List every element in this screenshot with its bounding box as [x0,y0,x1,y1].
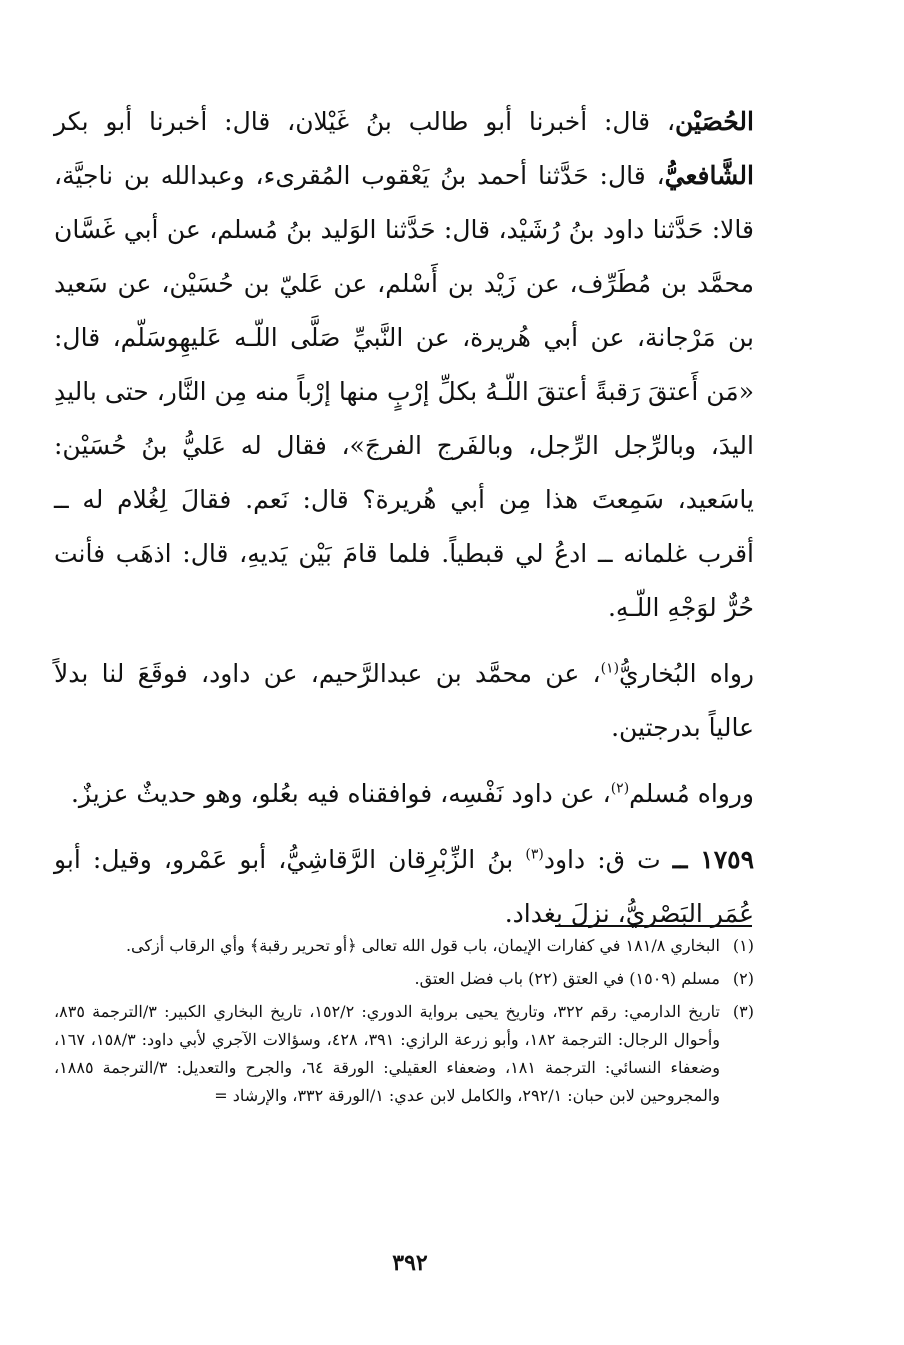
text-segment: ، عن محمَّد بن عبدالرَّحيم، عن داود، فوقَعَ لنا بدلاً عالياً بدرجتين. [54,659,754,742]
text-segment: ، قال: حَدَّثنا أحمد بنُ يَعْقوب المُقرىء، وعبدالله بن ناجيَّة، قالا: حَدَّثنا داود بنُ رُشَيْد، قال: حَدَّثنا الوَليد بنُ مُسلم، عن أبي غَسَّان محمَّد بن مُطَرِّف، عن زَيْد بن أَسْلم، عن عَليّ بن حُسَيْن، عن سَعيد بن مَرْجانة، عن أبي هُريرة، عن النَّبيِّ صَلَّى اللّـه عَليهِوسَلّم، قال: «مَن أَعتقَ رَقبةً أعتقَ اللّـهُ بكلِّ إرْبٍ منها إرْباً منه مِن النَّار، حتى باليدِ اليدَ، وبالرِّجل الرِّجل، وبالفَرج الفرجَ»، فقال له عَليُّ بنُ حُسَيْن: ياسَعيد، سَمِعتَ هذا مِن أبي هُريرة؟ قال: نَعم. فقالَ لِغُلام له ــ أقرب غلمانه ــ ادعُ لي قبطياً. فلما قامَ بَيْن يَديهِ، قال: اذهَب فأنت حُرٌّ لوَجْهِ اللّـهِ. [54,161,754,622]
footnote-text: تاريخ الدارمي: رقم ٣٢٢، وتاريخ يحيى برواية الدوري: ١٥٢/٢، تاريخ البخاري الكبير: ٣/الترجمة ٨٣٥، وأحوال الرجال: الترجمة ١٨٢، وأبو زرعة الرازي: ٣٩١، ٤٢٨، وسؤالات الآجري لأبي داود: ١٥٨/٣، ١٦٧، وضعفاء النسائي: الترجمة ١٨١، وضعفاء العقيلي: الورقة ٦٤، والجرح والتعديل: ٣/الترجمة ١٨٨٥، والمجروحين لابن حبان: ٢٩٢/١، والكامل لابن عدي: ١/الورقة ٣٣٢، والإرشاد = [54,1002,721,1105]
bold-name: الشَّافعيُّ [664,161,754,190]
text-segment: بنُ الزِّبْرِقان الرَّقاشِيُّ، أبو عَمْرو، وقيل: أبو عُمَر البَصْريُّ، نزلَ بغداد. [54,845,754,928]
text-segment: ، عن داود نَفْسِه، فوافقناه فيه بعُلو، وهو حديثٌ عزيزٌ. [70,779,611,808]
footnotes [54,932,754,1115]
footnote-text: البخاري ١٨١/٨ في كفارات الإيمان، باب قول الله تعالى ﴿أو تحرير رقبة﴾ وأي الرقاب أزكى. [125,936,720,955]
footnote-item [54,932,754,960]
paragraph-muslim [54,767,754,821]
footnote-number: (١) [732,936,754,955]
footnote-item [54,998,754,1110]
footnote-ref: (٣) [525,846,544,863]
footnote-number: (٢) [732,969,754,988]
main-text [54,95,754,941]
paragraph-hadith [54,95,754,635]
footnote-item [54,965,754,993]
bold-name: الحُصَيْن [675,107,754,136]
text-segment: ت ق: داود [543,845,673,874]
footnote-ref: (٢) [610,780,630,797]
text-segment: ورواه مُسلم [629,779,754,808]
footnote-ref: (١) [600,660,620,677]
footnote-number: (٣) [732,1002,754,1021]
entry-number: ١٧٥٩ ــ [672,845,754,874]
paragraph-bukhari [54,647,754,755]
footnote-divider [555,925,752,927]
text-segment: رواه البُخاريُّ [619,659,754,688]
text-segment: ، قال: أخبرنا أبو طالب بنُ غَيْلان، قال: أخبرنا أبو بكر [54,107,676,136]
page-number: ٣٩٢ [392,1250,428,1276]
footnote-text: مسلم (١٥٠٩) في العتق (٢٢) باب فضل العتق. [414,969,720,988]
